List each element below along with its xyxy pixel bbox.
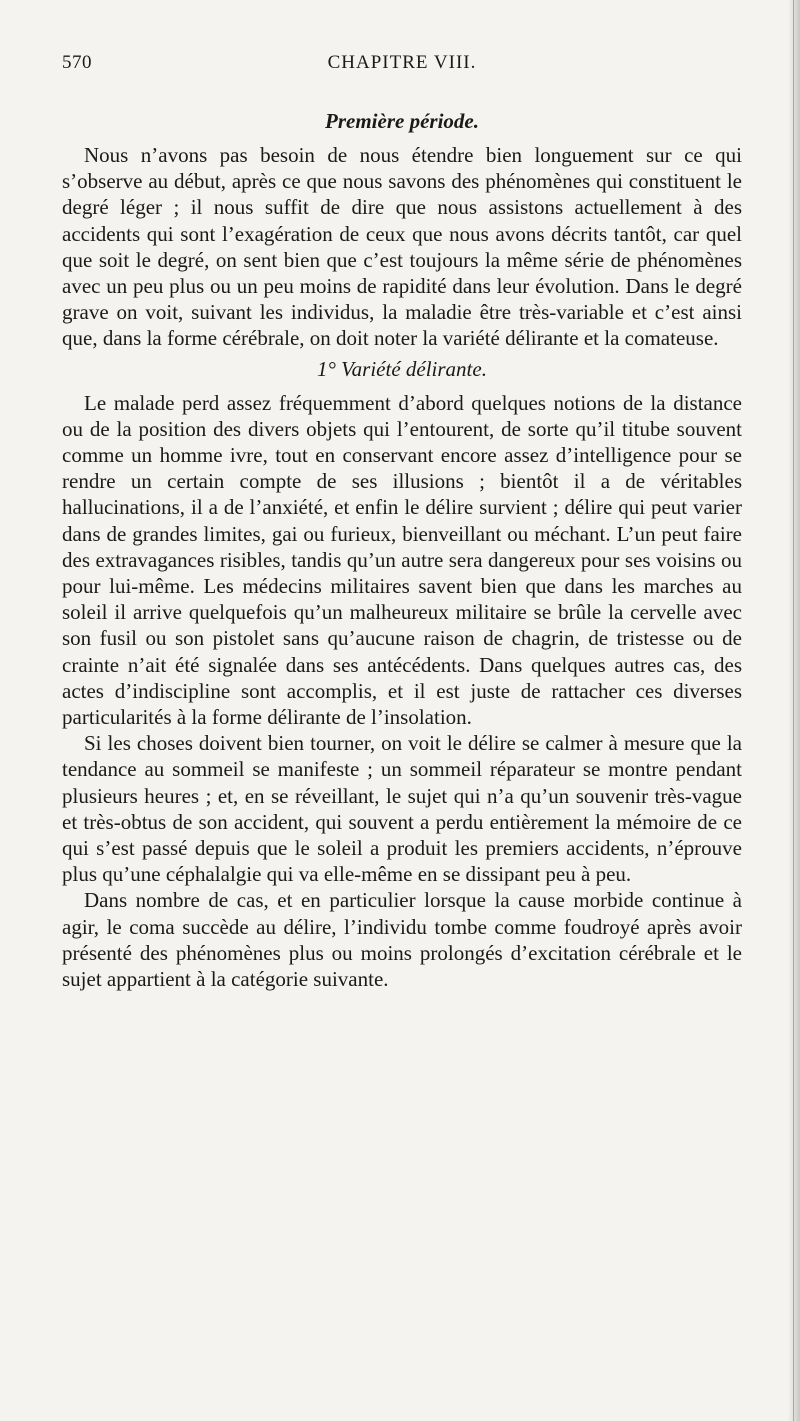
paragraph: Le malade perd assez fréquemment d’abord quelques notions de la distance ou de la position des divers objets qui l’entourent, de sorte qu’il titube souvent comme un homme ivre, tout en conservant encore assez d’intelligence pour se rendre un certain compte de ses illusions ; bientôt il a de véritables hallucinations, il a de l’anxiété, et enfin le délire survient ; délire qui peut varier dans de grandes limites, gai ou furieux, bienveillant ou méchant. L’un peut faire des extravagances risibles, tandis qu’un autre sera dangereux pour ses voisins ou pour lui-même. Les médecins militaires savent bien que dans les marches au soleil il arrive quelquefois qu’un malheureux militaire se brûle la cervelle avec son fusil ou son pistolet sans qu’aucune raison de chagrin, de tristesse ou de crainte n’ait été signalée dans ses antécédents. Dans quelques autres cas, des actes d’indiscipline sont accomplis, et il est juste de rattacher ces diverses particularités à la forme délirante de l’insolation. <box>62 390 742 730</box>
paragraph: Si les choses doivent bien tourner, on voit le délire se calmer à mesure que la tendance au sommeil se manifeste ; un sommeil réparateur se montre pendant plusieurs heures ; et, en se réveillant, le sujet qui n’a qu’un souvenir très-vague et très-obtus de son accident, qui souvent a perdu entièrement la mémoire de ce qui s’est passé depuis que le soleil a produit les premiers accidents, n’éprouve plus qu’une céphalalgie qui va elle-même en se dissipant peu à peu. <box>62 731 742 887</box>
subsection-heading: 1° Variété délirante. <box>317 356 487 381</box>
paragraph: Nous n’avons pas besoin de nous étendre bien longuement sur ce qui s’observe au début, après ce que nous savons des phénomènes qui constituent le degré léger ; il nous suffit de dire que nous assistons actuellement à des accidents qui sont l’exagération de ceux que nous avons décrits tantôt, car quel que soit le degré, on sent bien que c’est toujours la même série de phénomènes avec un peu plus ou un peu moins de rapidité dans leur évolution. Dans le degré grave on voit, suivant les individus, la maladie être très-variable et c’est ainsi que, dans la forme cérébrale, on doit noter la variété délirante et la comateuse. <box>62 143 742 351</box>
page-edge-line <box>793 0 794 1421</box>
page-body <box>62 108 742 992</box>
paragraph: Dans nombre de cas, et en particulier lorsque la cause morbide continue à agir, le coma succède au délire, l’individu tombe comme foudroyé après avoir présenté des phénomènes plus ou moins prolongés d’excitation cérébrale et le sujet appartient à la catégorie suivante. <box>62 888 742 992</box>
page-header <box>62 52 742 82</box>
section-heading: Première période. <box>325 109 479 133</box>
running-head: CHAPITRE VIII. <box>327 52 477 73</box>
page-edge-shadow <box>788 0 800 1421</box>
page-number: 570 <box>62 52 92 73</box>
